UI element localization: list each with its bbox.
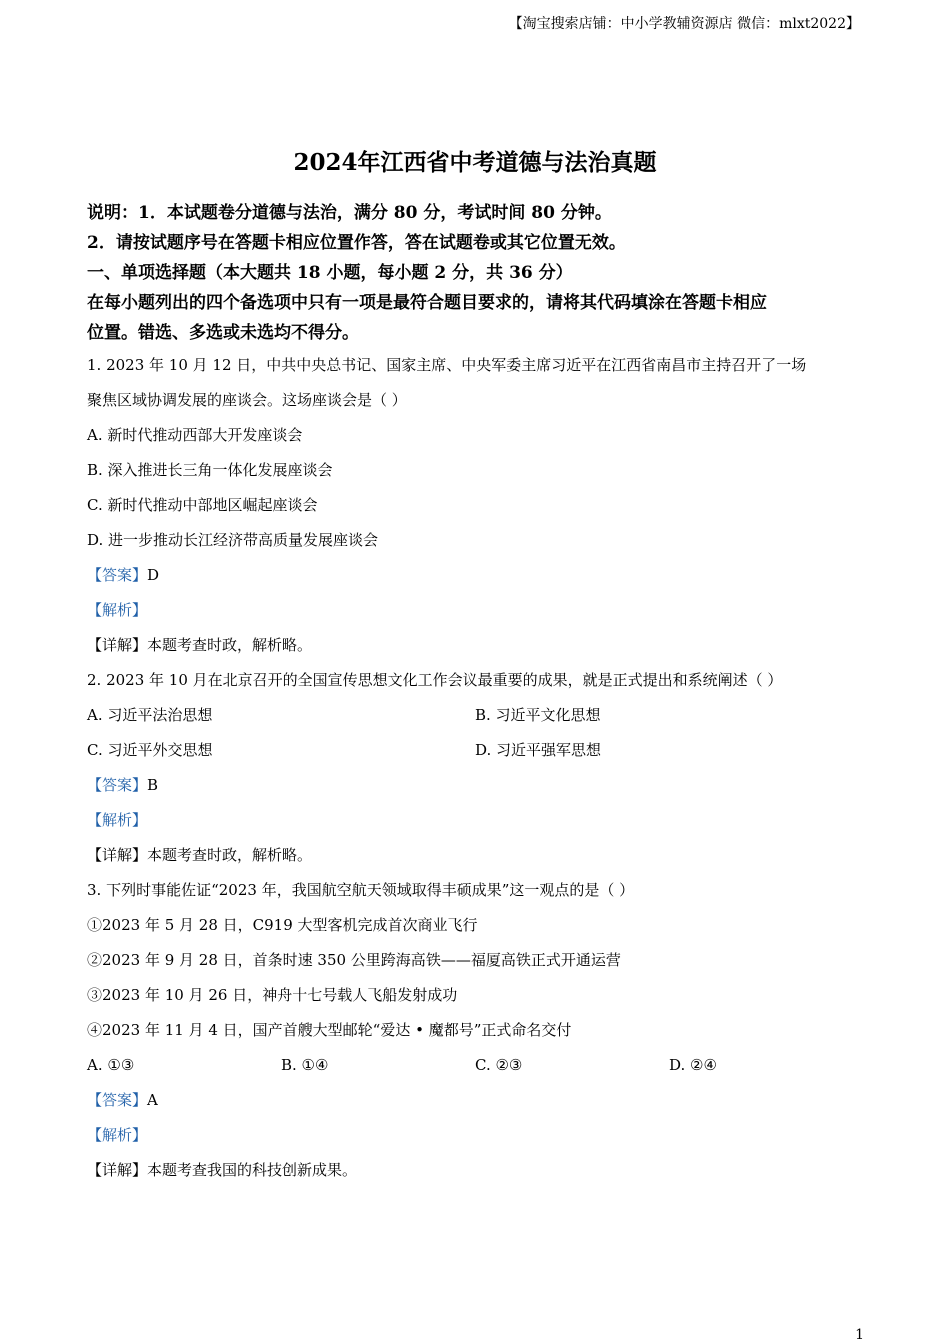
analysis-tag: 【解析】 bbox=[87, 601, 148, 619]
detail-line bbox=[87, 628, 867, 663]
option-d: D. ②④ bbox=[669, 1056, 717, 1074]
answer-tag: 【答案】 bbox=[87, 1091, 148, 1109]
detail-text: 本题考查时政，解析略。 bbox=[147, 846, 313, 864]
question-stem: 1. 2023 年 10 月 12 日，中共中央总书记、国家主席、中央军委主席习近平在江西省南昌市主持召开了一场 bbox=[87, 356, 807, 374]
analysis-tag: 【解析】 bbox=[87, 811, 148, 829]
instruction-line: 说明：1．本试题卷分道德与法治，满分 80 分，考试时间 80 分钟。 bbox=[87, 203, 612, 223]
page-number: 1 bbox=[855, 1327, 864, 1343]
analysis-tag: 【解析】 bbox=[87, 1126, 148, 1144]
question-2 bbox=[87, 663, 867, 873]
question-3 bbox=[87, 873, 867, 1188]
question-stem: 2. 2023 年 10 月在北京召开的全国宣传思想文化工作会议最重要的成果，就是正式提出和系统阐述（ ） bbox=[87, 671, 783, 689]
answer-tag: 【答案】 bbox=[87, 776, 148, 794]
options-row bbox=[87, 698, 867, 733]
statement-3: ③2023 年 10 月 26 日，神舟十七号载人飞船发射成功 bbox=[87, 986, 458, 1004]
answer-line bbox=[87, 558, 867, 593]
statement-4: ④2023 年 11 月 4 日，国产首艘大型邮轮“爱达 • 魔都号”正式命名交付 bbox=[87, 1021, 572, 1039]
statement-1: ①2023 年 5 月 28 日，C919 大型客机完成首次商业飞行 bbox=[87, 916, 478, 934]
exam-content bbox=[87, 198, 867, 1188]
option-b: B. 习近平文化思想 bbox=[475, 706, 601, 724]
option-a: A. ①③ bbox=[87, 1056, 135, 1074]
detail-tag: 【详解】 bbox=[87, 636, 148, 654]
detail-tag: 【详解】 bbox=[87, 1161, 148, 1179]
option-b: B. ①④ bbox=[281, 1056, 329, 1074]
statement-2: ②2023 年 9 月 28 日，首条时速 350 公里跨海高铁——福厦高铁正式开通运营 bbox=[87, 951, 621, 969]
detail-tag: 【详解】 bbox=[87, 846, 148, 864]
detail-text: 本题考查我国的科技创新成果。 bbox=[147, 1161, 358, 1179]
question-stem: 3. 下列时事能佐证“2023 年，我国航空航天领域取得丰硕成果”这一观点的是（ ） bbox=[87, 881, 635, 899]
option-c: C. 新时代推动中部地区崛起座谈会 bbox=[87, 496, 318, 514]
instructions bbox=[87, 198, 867, 348]
options-row bbox=[87, 1048, 867, 1083]
answer-line bbox=[87, 1083, 867, 1118]
option-d: D. 习近平强军思想 bbox=[475, 741, 602, 759]
analysis-line bbox=[87, 1118, 867, 1153]
analysis-line bbox=[87, 593, 867, 628]
page-title: 2024年江西省中考道德与法治真题 bbox=[293, 149, 657, 176]
instruction-line: 2．请按试题序号在答题卡相应位置作答，答在试题卷或其它位置无效。 bbox=[87, 233, 626, 253]
option-a: A. 新时代推动西部大开发座谈会 bbox=[87, 426, 303, 444]
answer-value: B bbox=[147, 776, 159, 794]
option-b: B. 深入推进长三角一体化发展座谈会 bbox=[87, 461, 333, 479]
header-note: 【淘宝搜索店铺：中小学教辅资源店 微信：mlxt2022】 bbox=[508, 16, 860, 32]
question-stem: 聚焦区域协调发展的座谈会。这场座谈会是（ ） bbox=[87, 391, 407, 409]
instruction-line: 在每小题列出的四个备选项中只有一项是最符合题目要求的，请将其代码填涂在答题卡相应 bbox=[87, 293, 767, 313]
option-c: C. 习近平外交思想 bbox=[87, 741, 213, 759]
option-c: C. ②③ bbox=[475, 1056, 523, 1074]
options-row bbox=[87, 733, 867, 768]
section-heading: 一、单项选择题（本大题共 18 小题，每小题 2 分，共 36 分） bbox=[87, 263, 573, 283]
detail-line bbox=[87, 1153, 867, 1188]
answer-line bbox=[87, 768, 867, 803]
option-a: A. 习近平法治思想 bbox=[87, 706, 213, 724]
answer-value: D bbox=[147, 566, 160, 584]
question-1 bbox=[87, 348, 867, 663]
detail-text: 本题考查时政，解析略。 bbox=[147, 636, 313, 654]
detail-line bbox=[87, 838, 867, 873]
answer-tag: 【答案】 bbox=[87, 566, 148, 584]
answer-value: A bbox=[147, 1091, 158, 1109]
instruction-line: 位置。错选、多选或未选均不得分。 bbox=[87, 323, 359, 343]
option-d: D. 进一步推动长江经济带高质量发展座谈会 bbox=[87, 531, 379, 549]
analysis-line bbox=[87, 803, 867, 838]
